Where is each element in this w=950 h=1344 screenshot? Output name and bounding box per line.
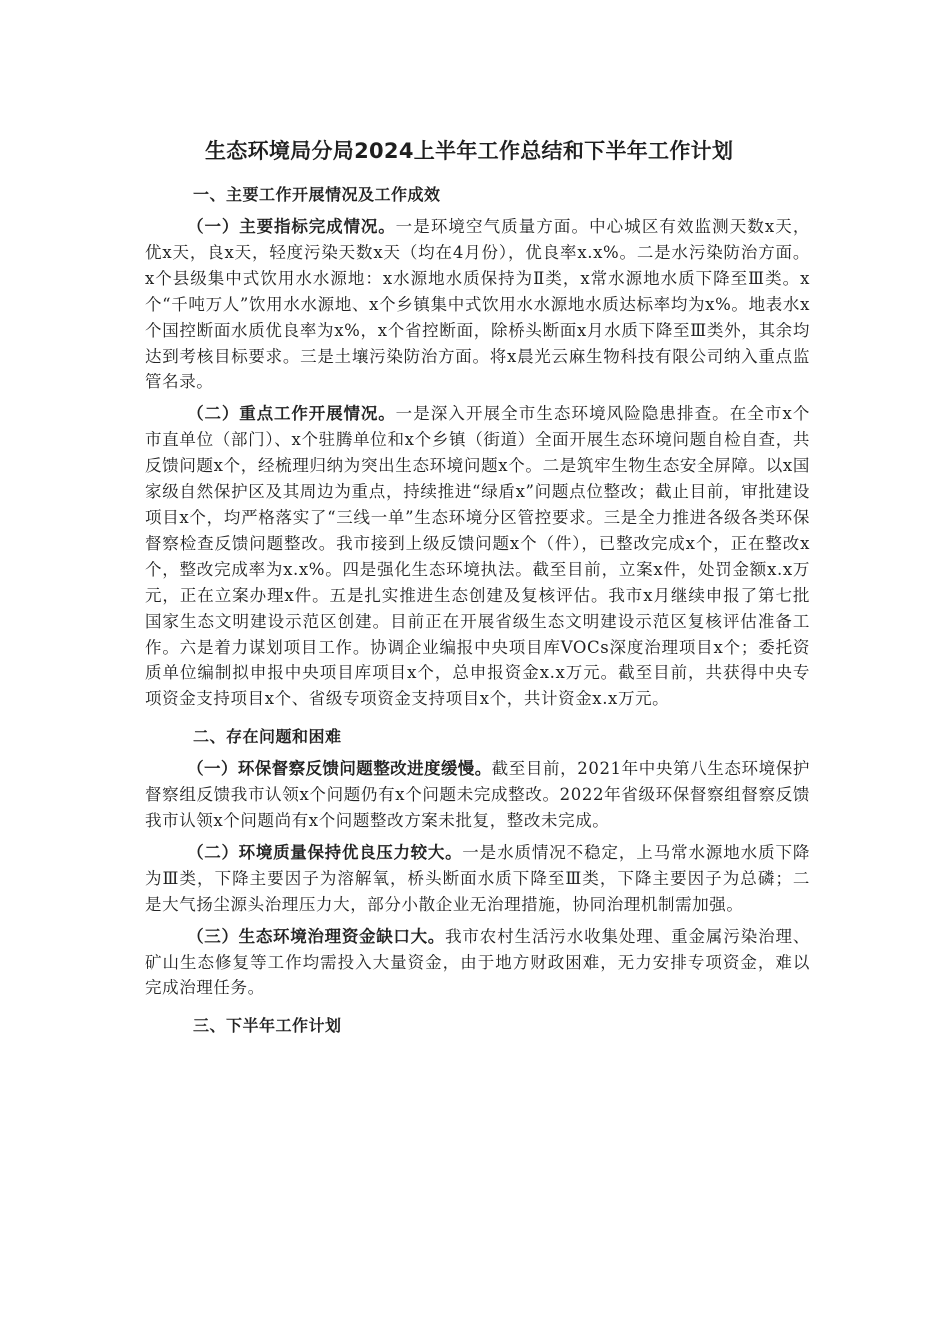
document-title: 生态环境局分局2024上半年工作总结和下半年工作计划 <box>205 139 734 163</box>
paragraph-quality-pressure <box>145 840 810 918</box>
paragraph-main-indicators <box>145 214 810 395</box>
paragraph-lead: （一）环保督察反馈问题整改进度缓慢。 <box>187 759 492 779</box>
paragraph-key-work <box>145 401 810 712</box>
paragraph-lead: （二）环境质量保持优良压力较大。 <box>187 842 463 862</box>
paragraph-inspection-rectification <box>145 756 810 834</box>
section-heading-2: 二、存在问题和困难 <box>193 727 342 747</box>
paragraph-text: 截至目前，2021年中央第八生态环境保护督察组反馈我市认领x个问题仍有x个问题未完成整改。2022年省级环保督察组督察反馈我市认领x个问题尚有x个问题整改方案未批复，整改未完成。 <box>145 759 810 831</box>
paragraph-text: 我市农村生活污水收集处理、重金属污染治理、矿山生态修复等工作均需投入大量资金，由于地方财政困难，无力安排专项资金，难以完成治理任务。 <box>145 926 811 998</box>
paragraph-text: 一是深入开展全市生态环境风险隐患排查。在全市x个市直单位（部门）、x个驻腾单位和x个乡镇（街道）全面开展生态环境问题自检自查，共反馈问题x个，经梳理归纳为突出生态环境问题x个。二是筑牢生物生态安全屏障。以x国家级自然保护区及其周边为重点，持续推进“绿盾x”问题点位整改；截止目前，审批建设项目x个，均严格落实了“三线一单”生态环境分区管控要求。三是全力推进各级各类环保督察检查反馈问题整改。我市接到上级反馈问题x个（件），已整改完成x个，正在整改x个，整改完成率为x.x%。四是强化生态环境执法。截至目前，立案x件，处罚金额x.x万元，正在立案办理x件。五是扎实推进生态创建及复核评估。我市x月继续申报了第七批国家生态文明建设示范区创建。目前正在开展省级生态文明建设示范区复核评估准备工作。六是着力谋划项目工作。协调企业编报中央项目库VOCs深度治理项目x个；委托资质单位编制拟申报中央项目库项目x个，总申报资金x.x万元。截至目前，共获得中央专项资金支持项目x个、省级专项资金支持项目x个，共计资金x.x万元。 <box>145 404 810 709</box>
paragraph-lead: （二）重点工作开展情况。 <box>187 404 396 424</box>
section-heading-1: 一、主要工作开展情况及工作成效 <box>193 185 441 204</box>
paragraph-funding-gap <box>145 924 810 1002</box>
section-heading-3: 三、下半年工作计划 <box>193 1016 342 1036</box>
paragraph-text: 一是环境空气质量方面。中心城区有效监测天数x天，优x天，良x天，轻度污染天数x天（均在4月份），优良率x.x%。二是水污染防治方面。x个县级集中式饮用水水源地：x水源地水质保持为Ⅱ类，x常水源地水质下降至Ⅲ类。x个“千吨万人”饮用水水源地、x个乡镇集中式饮用水水源地水质达标率均为x%。地表水x个国控断面水质优良率为x%，x个省控断面，除桥头断面x月水质下降至Ⅲ类外，其余均达到考核目标要求。三是土壤污染防治方面。将x晨光云麻生物科技有限公司纳入重点监管名录。 <box>145 217 810 392</box>
paragraph-lead: （一）主要指标完成情况。 <box>187 217 396 236</box>
document-body <box>145 132 810 1041</box>
paragraph-text: 一是水质情况不稳定，上马常水源地水质下降为Ⅲ类，下降主要因子为溶解氧，桥头断面水质下降至Ⅲ类，下降主要因子为总磷；二是大气扬尘源头治理压力大，部分小散企业无治理措施，协同治理机制需加强。 <box>145 842 810 914</box>
paragraph-lead: （三）生态环境治理资金缺口大。 <box>187 926 445 946</box>
